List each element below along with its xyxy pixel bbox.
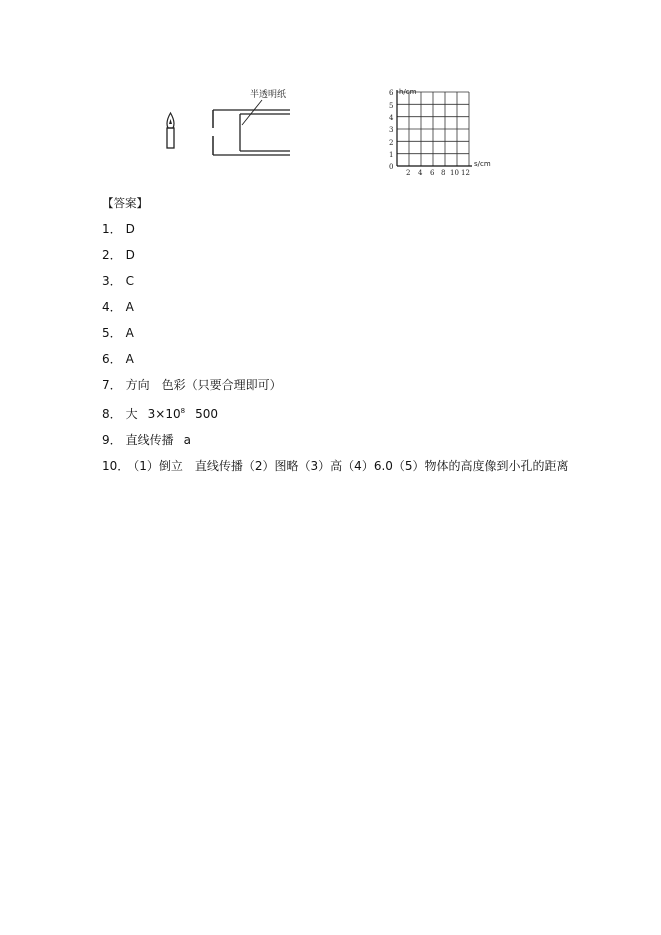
answer-item-3: 3． C — [102, 274, 135, 288]
x-axis-label: s/cm — [474, 160, 491, 168]
experiment-figure — [0, 0, 661, 180]
x-tick: 2 — [406, 169, 411, 177]
y-tick: 4 — [389, 114, 394, 122]
x-tick: 6 — [430, 169, 435, 177]
figures-area — [0, 0, 661, 180]
answer-item-7: 7． 方向 色彩（只要合理即可） — [102, 378, 282, 392]
y-tick: 3 — [389, 126, 394, 134]
x-tick: 12 — [461, 169, 470, 177]
height-distance-graph — [389, 88, 491, 177]
answer-item-10: 10． （1）倒立 直线传播（2）图略（3）高（4）6.0（5）物体的高度像到小孔的距离 — [102, 459, 569, 473]
answer-item-6: 6． A — [102, 352, 134, 366]
y-tick: 1 — [389, 151, 394, 159]
x-tick: 4 — [418, 169, 423, 177]
candle-icon — [167, 113, 174, 148]
answer-item-8: 8． 大 $3\times 10^8$ 500 — [102, 407, 218, 421]
y-tick: 5 — [389, 102, 394, 110]
x-tick: 8 — [441, 169, 446, 177]
y-tick: 2 — [389, 139, 394, 147]
y-axis-label: h/cm — [399, 88, 417, 96]
answer-item-9: 9． 直线传播 a — [102, 433, 192, 447]
answer-item-1: 1． D — [102, 222, 135, 236]
pinhole-camera-diagram — [213, 100, 290, 155]
y-tick: 6 — [389, 89, 394, 97]
answer-item-4: 4． A — [102, 300, 134, 314]
answer-heading: 【答案】 — [102, 196, 148, 210]
answer-item-2: 2． D — [102, 248, 135, 262]
answer-section — [102, 190, 622, 479]
translucent-paper-label: 半透明纸 — [250, 90, 287, 100]
x-tick: 10 — [450, 169, 459, 177]
y-tick: 0 — [389, 163, 394, 171]
answer-item-5: 5． A — [102, 326, 134, 340]
